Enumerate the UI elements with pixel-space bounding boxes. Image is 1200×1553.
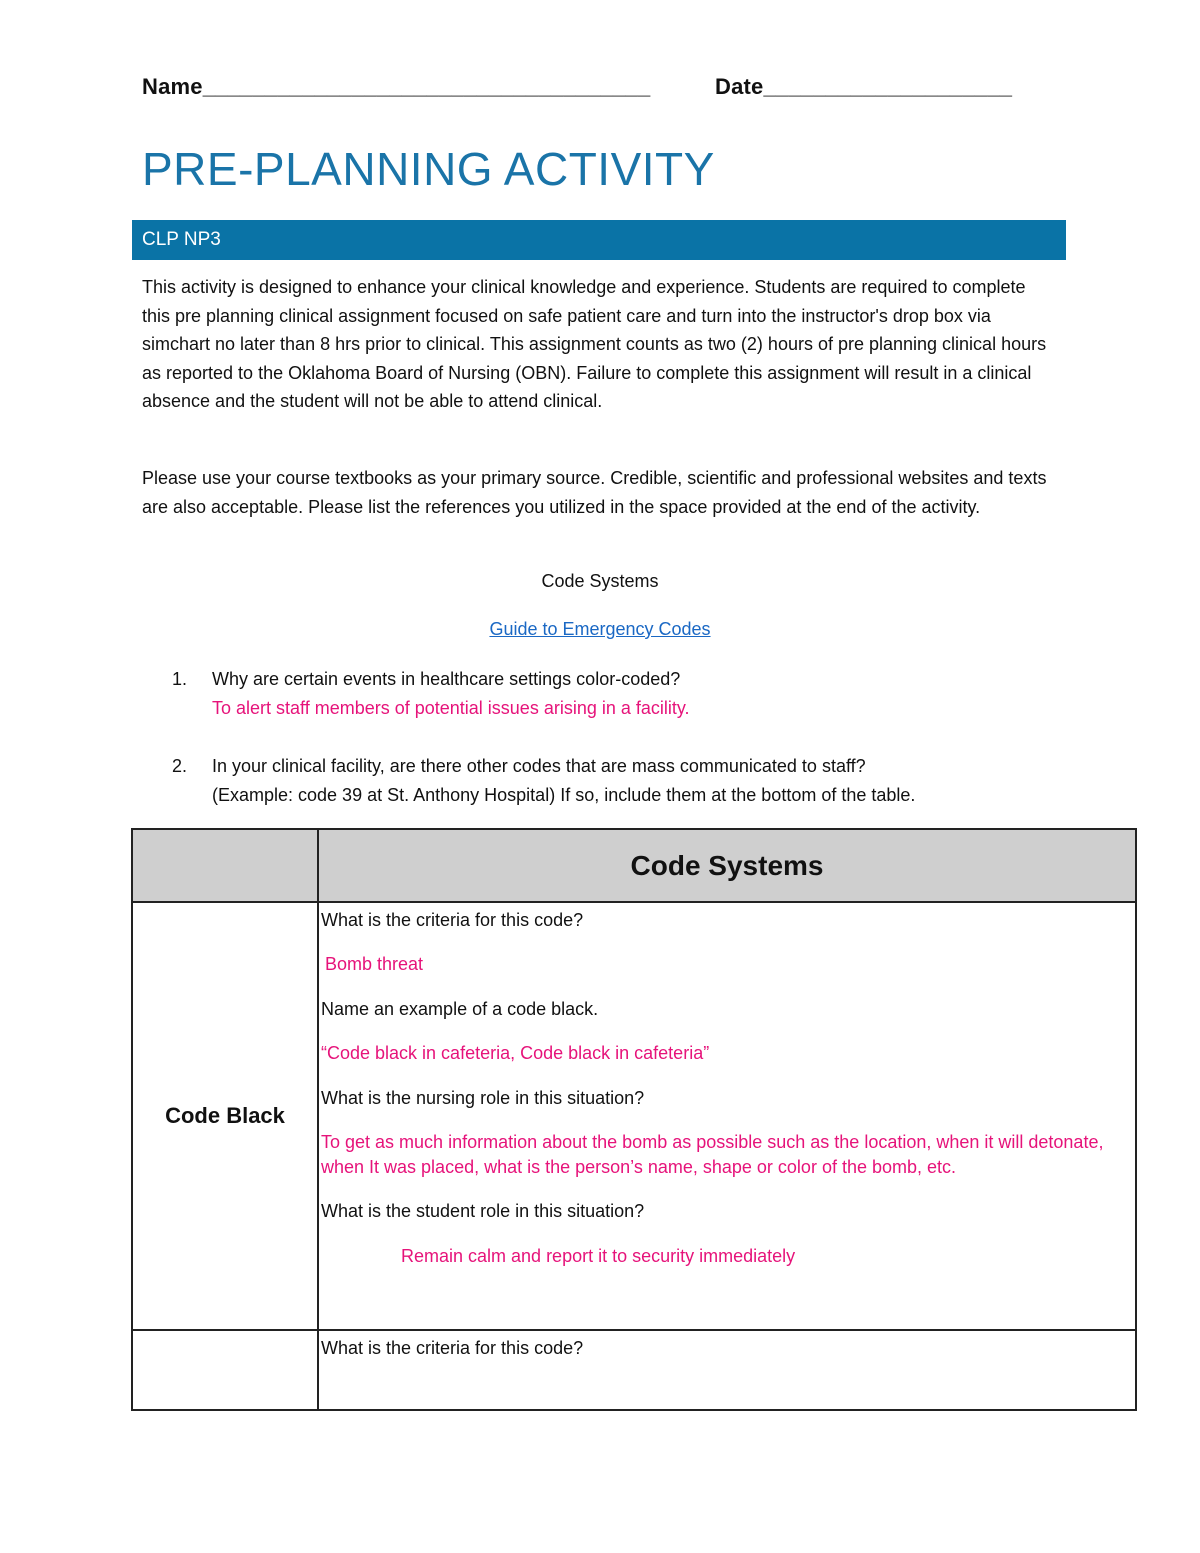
code-content-cell[interactable] xyxy=(318,902,1136,1330)
student-role-answer: Remain calm and report it to security immediately xyxy=(401,1246,796,1266)
question-number: 1. xyxy=(172,669,188,689)
question-answer: To alert staff members of potential issues arising in a facility. xyxy=(212,698,690,718)
table-header-row xyxy=(132,829,1136,902)
criteria-answer: Bomb threat xyxy=(325,954,424,974)
criteria-question: What is the criteria for this code? xyxy=(321,1338,584,1358)
student-role-question: What is the student role in this situation? xyxy=(321,1201,645,1221)
example-answer: “Code black in cafeteria, Code black in cafeteria” xyxy=(321,1043,710,1063)
question-number: 2. xyxy=(172,756,188,776)
criteria-question: What is the criteria for this code? xyxy=(321,910,584,930)
question-text: In your clinical facility, are there other codes that are mass communicated to staff? xyxy=(212,756,866,776)
guide-link[interactable]: Guide to Emergency Codes xyxy=(489,619,711,639)
question-text-block xyxy=(212,752,915,810)
name-field[interactable]: Name____________________________________ xyxy=(142,74,651,99)
section-band: CLP NP3 xyxy=(132,220,1066,260)
table-row xyxy=(132,1330,1136,1410)
code-label xyxy=(132,1330,318,1410)
page-title: PRE-PLANNING ACTIVITY xyxy=(142,143,715,195)
code-systems-table xyxy=(131,828,1137,1411)
name-date-line xyxy=(142,74,1042,100)
table-header-empty-cell xyxy=(132,829,318,902)
intro-paragraph-1: This activity is designed to enhance your clinical knowledge and experience. Students are required to complete this pre planning clinical assignment focused on safe patient care and turn into the instructor's drop box via simchart no later than 8 hrs prior to clinical. This assignment counts as two (2) hours of pre planning clinical hours as reported to the Oklahoma Board of Nursing (OBN). Failure to complete this assignment will result in a clinical absence and the student will not be able to attend clinical. xyxy=(142,277,1047,412)
question-text: Why are certain events in healthcare settings color-coded? xyxy=(212,669,681,689)
question-text-block xyxy=(212,665,690,723)
intro-paragraph-2: Please use your course textbooks as your primary source. Credible, scientific and professional websites and texts are also acceptable. Please list the references you utilized in the space provided at the end of the activity. xyxy=(142,468,1047,517)
code-label: Code Black xyxy=(132,902,318,1330)
question-text-example: (Example: code 39 at St. Anthony Hospital) If so, include them at the bottom of the table. xyxy=(212,785,916,805)
table-header-title: Code Systems xyxy=(318,829,1136,902)
section-heading: Code Systems xyxy=(541,571,659,591)
example-question: Name an example of a code black. xyxy=(321,999,599,1019)
nursing-role-answer: To get as much information about the bomb as possible such as the location, when it will detonate, when It was placed, what is the person’s name, shape or color of the bomb, etc. xyxy=(321,1132,1104,1177)
nursing-role-question: What is the nursing role in this situation? xyxy=(321,1088,645,1108)
code-content-cell[interactable] xyxy=(318,1330,1136,1410)
table-row xyxy=(132,902,1136,1330)
date-field[interactable]: Date____________________ xyxy=(715,74,1013,99)
